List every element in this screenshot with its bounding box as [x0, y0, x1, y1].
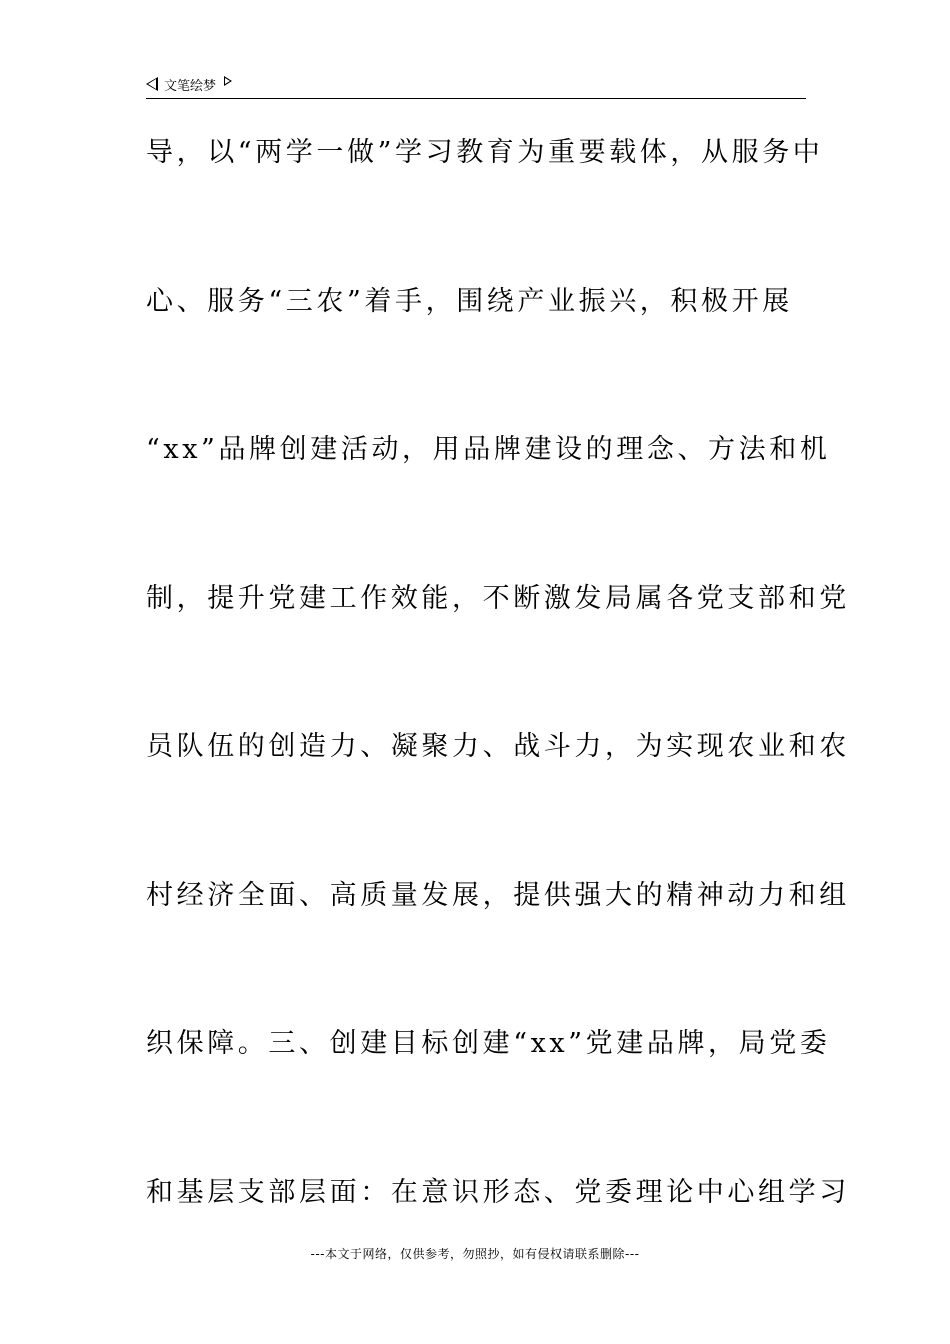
- header-brand-text: 文笔绘梦: [164, 78, 217, 94]
- document-body: [146, 128, 850, 1316]
- body-line: 织保障。三、创建目标创建“xx”党建品牌，局党委: [146, 1028, 831, 1059]
- body-line: 制，提升党建工作效能，不断激发局属各党支部和党: [146, 582, 850, 614]
- body-line: 村经济全面、高质量发展，提供强大的精神动力和组: [146, 879, 850, 911]
- body-line: 导，以“两学一做”学习教育为重要载体，从服务中: [146, 137, 824, 168]
- body-line: “xx”品牌创建活动，用品牌建设的理念、方法和机: [146, 434, 831, 465]
- triangle-left-icon: [146, 77, 158, 91]
- page-header: [146, 74, 806, 99]
- page-footer: ---本文于网络，仅供参考，勿照抄，如有侵权请联系删除---: [310, 1247, 640, 1261]
- body-line: 心、服务“三农”着手，围绕产业振兴，积极开展: [146, 285, 793, 317]
- body-line: 和基层支部层面：在意识形态、党委理论中心组学习: [146, 1176, 850, 1208]
- body-line: 员队伍的创造力、凝聚力、战斗力，为实现农业和农: [146, 731, 850, 762]
- header-brand: [146, 74, 232, 94]
- triangle-right-icon: [224, 76, 232, 86]
